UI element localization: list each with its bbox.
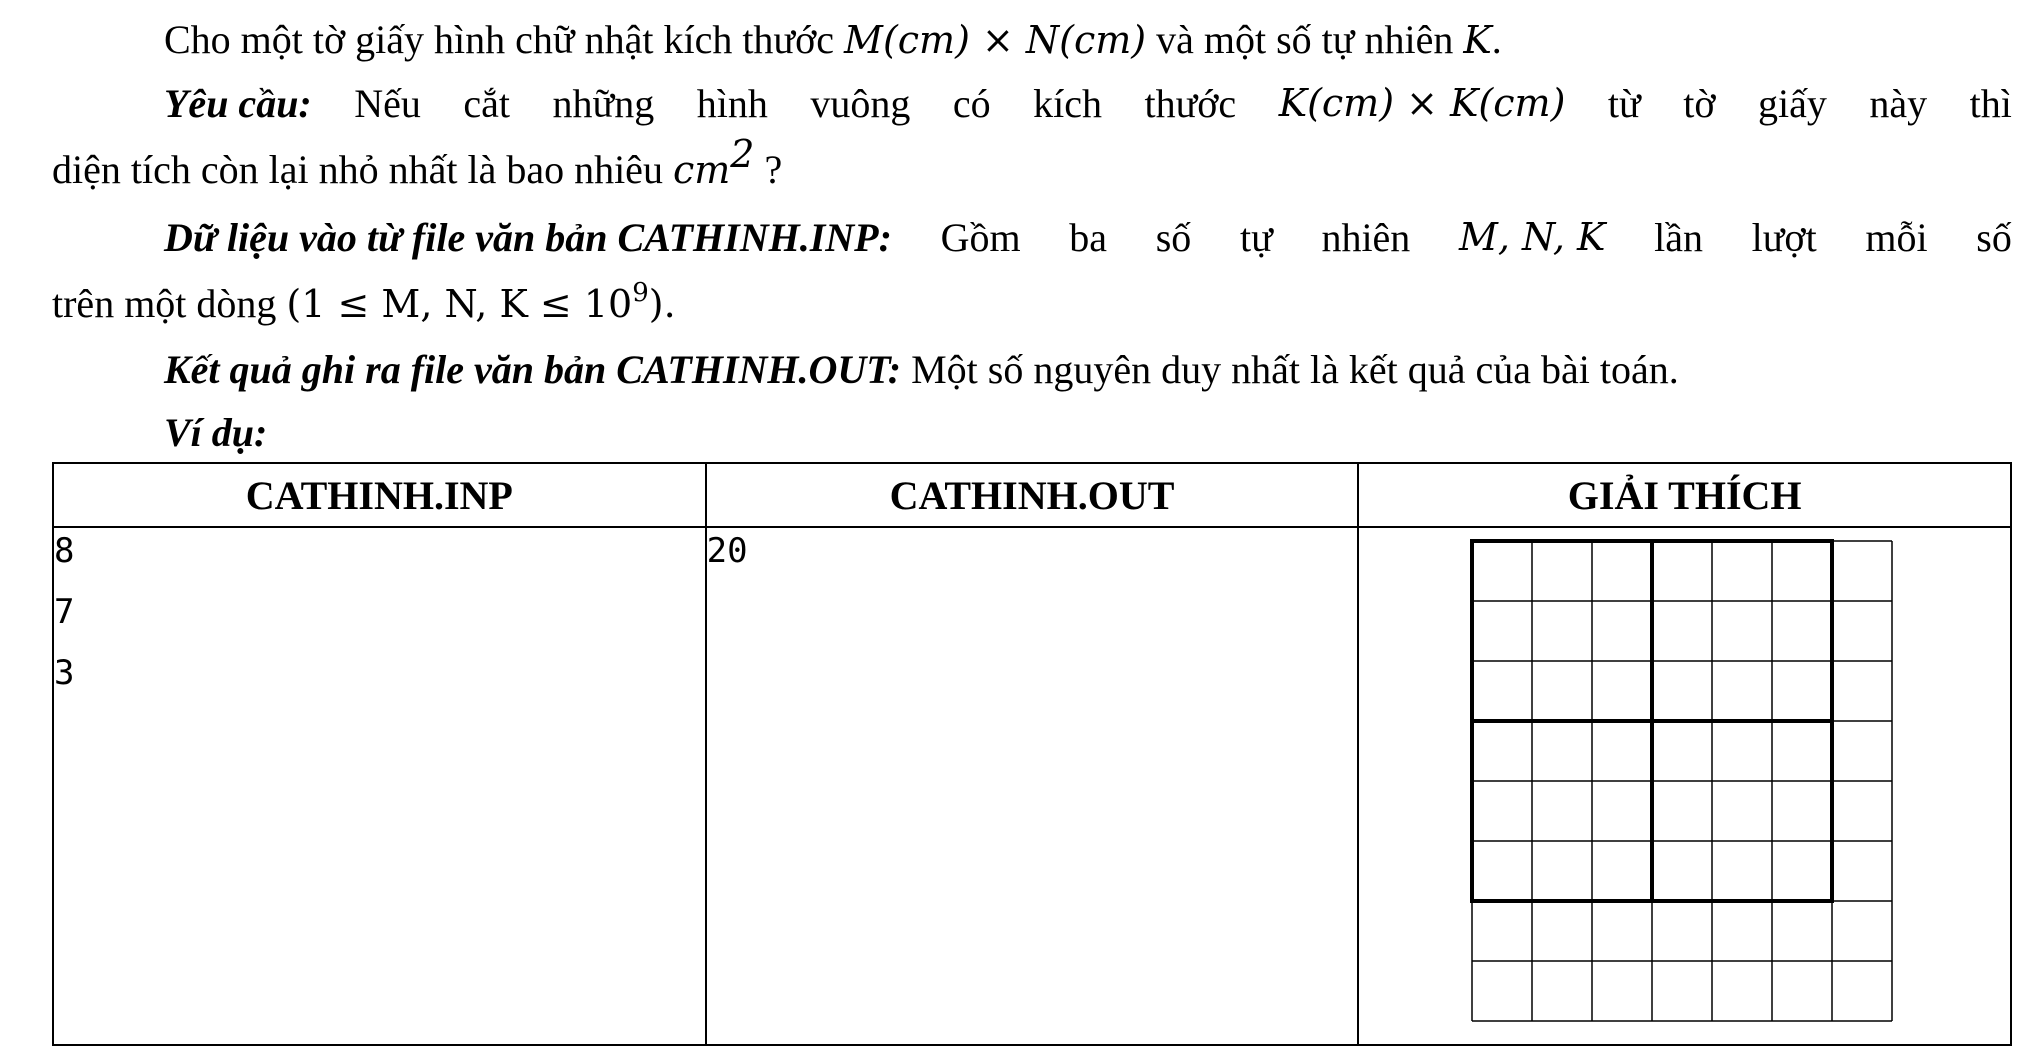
word: số: [1155, 215, 1192, 260]
word: lần: [1654, 215, 1703, 260]
word: M, N, K: [1458, 215, 1606, 259]
cut-square: [1472, 721, 1652, 901]
cut-square: [1652, 541, 1832, 721]
example-table: [52, 462, 2012, 1046]
word: giấy: [1757, 81, 1827, 126]
input-spec-label: Dữ liệu vào từ file văn bản CATHINH.INP:: [164, 215, 892, 260]
area-unit: $cm^2$: [672, 132, 755, 192]
table-row: [53, 527, 2011, 1045]
word: kích: [1033, 81, 1102, 126]
output-line: 20: [706, 531, 748, 571]
word: thước: [1144, 81, 1237, 126]
word: số: [1976, 215, 2012, 260]
word: ba: [1069, 215, 1108, 260]
output-spec-label: Kết quả ghi ra file văn bản CATHINH.OUT:: [164, 347, 902, 392]
intro-mid: và một số tự nhiên: [1146, 17, 1464, 62]
requirement-line: [164, 81, 2012, 126]
input-spec-line: [164, 215, 2012, 260]
word: tự: [1239, 215, 1273, 260]
header-explanation: GIẢI THÍCH: [1358, 463, 2011, 527]
word: tờ: [1683, 81, 1716, 126]
output-cell: [706, 527, 1359, 1045]
word: hình: [696, 81, 768, 126]
intro-dims: M(cm) × N(cm): [844, 18, 1147, 62]
header-input: CATHINH.INP: [53, 463, 706, 527]
input-line: 7: [54, 592, 75, 632]
word: vuông: [810, 81, 911, 126]
word: từ: [1607, 81, 1641, 126]
input-spec-line-2: trên một dòng (1 ≤ M, N, $K \le 10^9$).: [52, 278, 676, 326]
word: nhiên: [1321, 215, 1411, 260]
word: Nếu: [354, 81, 421, 126]
cut-square: [1652, 721, 1832, 901]
input-range: (1 ≤ M, N, $K \le 10^9$).: [286, 278, 676, 326]
word: những: [552, 81, 655, 126]
word: mỗi: [1865, 215, 1928, 260]
intro-line: Cho một tờ giấy hình chữ nhật kích thước M(cm) × N(cm) và một số tự nhiên K.: [164, 17, 1502, 62]
word: lượt: [1751, 215, 1817, 260]
word: K(cm) × K(cm): [1278, 81, 1566, 125]
requirement-label: Yêu cầu:: [164, 81, 312, 126]
intro-text: Cho một tờ giấy hình chữ nhật kích thước: [164, 17, 845, 62]
input-line: 8: [54, 531, 75, 571]
intro-k: K: [1463, 18, 1492, 62]
word: này: [1869, 81, 1928, 126]
word: có: [952, 81, 991, 126]
input-cell: [53, 527, 706, 1045]
word: Gồm: [940, 215, 1021, 260]
header-output: CATHINH.OUT: [706, 463, 1359, 527]
word: cắt: [463, 81, 511, 126]
output-spec-line: Kết quả ghi ra file văn bản CATHINH.OUT: Một số nguyên duy nhất là kết quả của bài toán.: [164, 347, 1679, 392]
table-header-row: [53, 463, 2011, 527]
word: thì: [1969, 81, 2012, 126]
input-line: 3: [54, 653, 75, 693]
requirement-line-2: diện tích còn lại nhỏ nhất là bao nhiêu $cm^2$ ?: [52, 132, 783, 192]
example-label: Ví dụ:: [164, 410, 268, 455]
explanation-cell: [1358, 527, 2011, 1045]
cut-squares-diagram: [1469, 538, 1919, 1048]
cut-square: [1472, 541, 1652, 721]
